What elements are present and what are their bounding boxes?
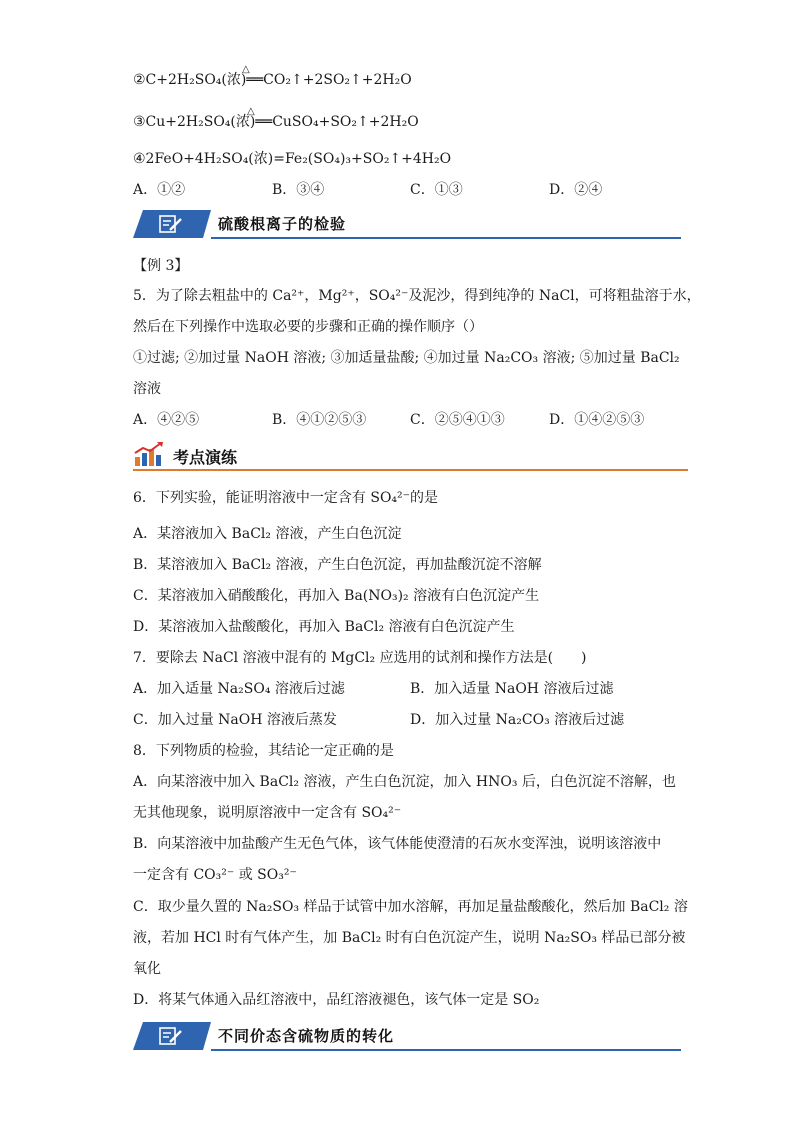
q7-option-a: A．加入适量 Na₂SO₄ 溶液后过滤	[133, 681, 345, 697]
section-rule	[211, 1049, 681, 1051]
reaction-2: ②C+2H₂SO₄(浓)══CO₂↑+2SO₂↑+2H₂O	[133, 72, 412, 88]
q4-option-a: A．①②	[133, 182, 186, 198]
section-tab	[133, 1022, 211, 1050]
heat-symbol: △	[242, 64, 250, 75]
q8-option-b-line1: B．向某溶液中加盐酸产生无色气体，该气体能使澄清的石灰水变浑浊，说明该溶液中	[133, 836, 662, 852]
heat-symbol: △	[247, 106, 255, 117]
q6-option-a: A．某溶液加入 BaCl₂ 溶液，产生白色沉淀	[133, 526, 402, 542]
q6-option-d: D．某溶液加入盐酸酸化，再加入 BaCl₂ 溶液有白色沉淀产生	[133, 619, 515, 635]
example-label: 【例 3】	[133, 258, 189, 274]
section-title: 考点演练	[173, 448, 238, 467]
q7-option-c: C．加入过量 NaOH 溶液后蒸发	[133, 712, 337, 728]
q4-option-d: D．②④	[549, 182, 603, 198]
q7-stem: 7．要除去 NaCl 溶液中混有的 MgCl₂ 应选用的试剂和操作方法是( )	[133, 650, 587, 666]
reaction-3: ③Cu+2H₂SO₄(浓)══CuSO₄+SO₂↑+2H₂O	[133, 114, 419, 130]
q7-option-b: B．加入适量 NaOH 溶液后过滤	[410, 681, 614, 697]
bar-chart-trend-icon	[133, 441, 165, 467]
section-header-practice	[133, 441, 688, 471]
q6-option-c: C．某溶液加入硝酸酸化，再加入 Ba(NO₃)₂ 溶液有白色沉淀产生	[133, 588, 540, 604]
section-rule	[211, 237, 681, 239]
q8-option-c-line3: 氧化	[133, 961, 161, 977]
q4-option-b: B．③④	[272, 182, 325, 198]
q8-option-c-line2: 液，若加 HCl 时有气体产生，加 BaCl₂ 时有白色沉淀产生，说明 Na₂SO₃ 样品已部分被	[133, 930, 686, 946]
q8-option-a-line1: A．向某溶液中加入 BaCl₂ 溶液，产生白色沉淀，加入 HNO₃ 后，白色沉淀不溶解，也	[133, 774, 676, 790]
reaction-4: ④2FeO+4H₂SO₄(浓)=Fe₂(SO₄)₃+SO₂↑+4H₂O	[133, 151, 452, 167]
q6-stem: 6．下列实验，能证明溶液中一定含有 SO₄²⁻的是	[133, 490, 439, 506]
q5-stem-line2: 然后在下列操作中选取必要的步骤和正确的操作顺序（）	[133, 319, 483, 335]
q8-stem: 8．下列物质的检验，其结论一定正确的是	[133, 743, 394, 759]
q5-steps-line2: 溶液	[133, 381, 161, 397]
q5-steps-line1: ①过滤; ②加过量 NaOH 溶液; ③加适量盐酸; ④加过量 Na₂CO₃ 溶液; ⑤加过量 BaCl₂	[133, 350, 680, 366]
q4-option-c: C．①③	[410, 182, 463, 198]
q5-option-b: B．④①②⑤③	[272, 412, 367, 428]
q6-option-b: B．某溶液加入 BaCl₂ 溶液，产生白色沉淀，再加盐酸沉淀不溶解	[133, 557, 542, 573]
section-title: 硫酸根离子的检验	[218, 215, 347, 233]
q8-option-b-line2: 一定含有 CO₃²⁻ 或 SO₃²⁻	[133, 867, 297, 883]
notepad-pencil-icon	[159, 215, 183, 233]
q5-option-a: A．④②⑤	[133, 412, 200, 428]
section-title: 不同价态含硫物质的转化	[218, 1027, 395, 1045]
q7-option-d: D．加入过量 Na₂CO₃ 溶液后过滤	[410, 712, 625, 728]
notepad-pencil-icon	[159, 1027, 183, 1045]
q8-option-a-line2: 无其他现象，说明原溶液中一定含有 SO₄²⁻	[133, 805, 402, 821]
section-rule	[133, 469, 688, 471]
q8-option-d: D．将某气体通入品红溶液中，品红溶液褪色，该气体一定是 SO₂	[133, 992, 540, 1008]
q5-option-c: C．②⑤④①③	[410, 412, 505, 428]
q5-option-d: D．①④②⑤③	[549, 412, 645, 428]
q5-stem-line1: 5．为了除去粗盐中的 Ca²⁺，Mg²⁺，SO₄²⁻及泥沙，得到纯净的 NaCl，可将粗盐溶于水，	[133, 288, 701, 304]
q8-option-c-line1: C．取少量久置的 Na₂SO₃ 样品于试管中加水溶解，再加足量盐酸酸化，然后加 BaCl₂ 溶	[133, 899, 688, 915]
section-tab	[133, 210, 211, 238]
